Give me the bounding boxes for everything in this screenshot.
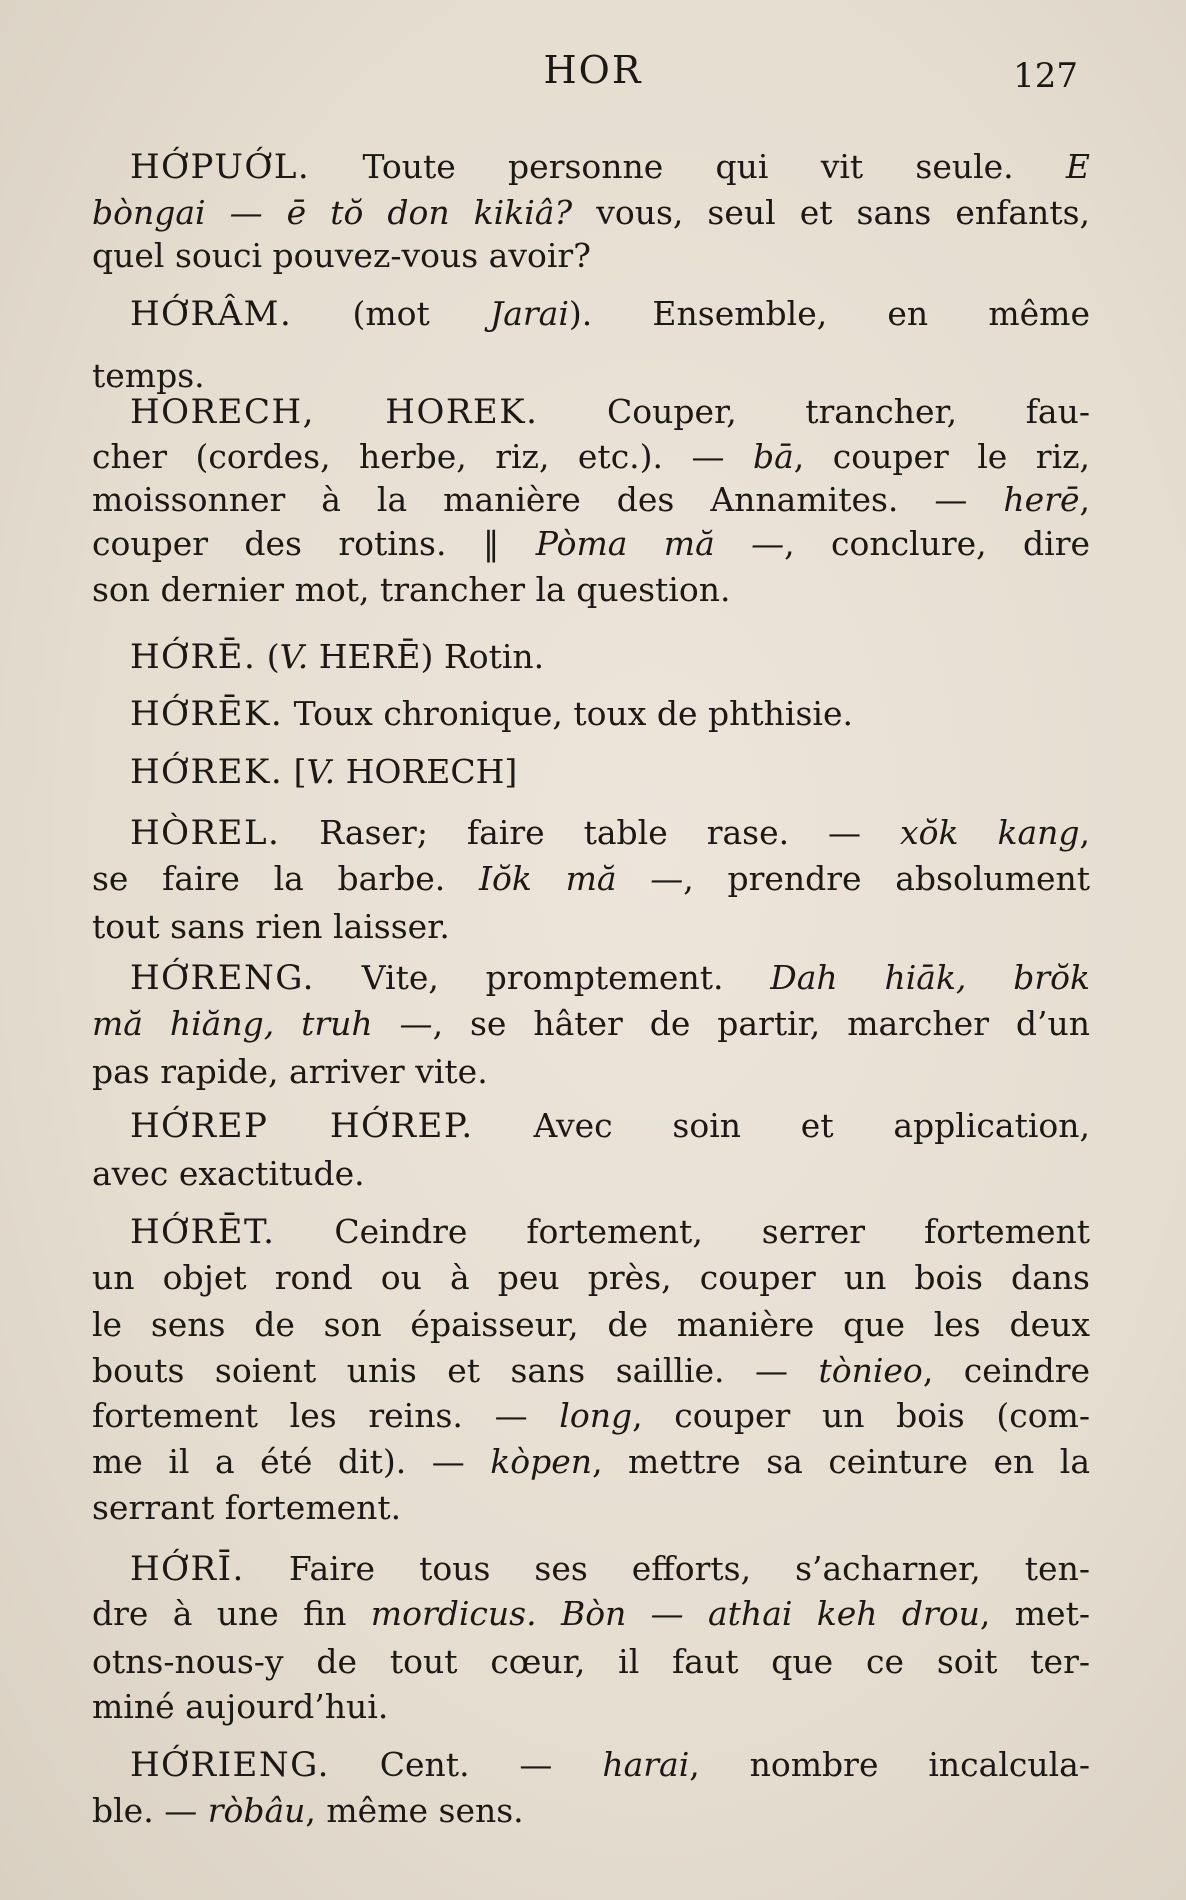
italic-text: E <box>1065 147 1090 186</box>
definition-text: temps. <box>92 356 205 395</box>
definition-text: , couper le riz, <box>793 437 1090 476</box>
entry-headline <box>130 751 1090 793</box>
definition-text: serrant fortement. <box>92 1488 402 1527</box>
headword: HỚREK. <box>130 752 284 792</box>
definition-text: tout sans rien laisser. <box>92 907 450 946</box>
entry-line <box>92 235 1090 277</box>
definition-text: Couper, trancher, fau- <box>538 392 1091 431</box>
definition-text: , met- <box>979 1594 1090 1633</box>
entry-line <box>92 1153 1090 1195</box>
running-head: HOR <box>543 48 643 92</box>
italic-text: mă hiăng, truh — <box>92 1004 433 1043</box>
definition-text: un objet rond ou à peu près, couper un bois dans <box>92 1258 1090 1297</box>
italic-text: V. <box>306 752 336 791</box>
italic-text: xŏk kang <box>900 813 1080 852</box>
entry-headline <box>130 1211 1090 1253</box>
entry-line <box>92 1350 1090 1392</box>
definition-text: miné aujourd’hui. <box>92 1687 389 1726</box>
entry-line <box>92 1304 1090 1346</box>
definition-text: se faire la barbe. <box>92 859 479 898</box>
definition-text: otns-nous-y de tout cœur, il faut que ce soit ter- <box>92 1642 1090 1681</box>
italic-text: harai <box>602 1745 690 1784</box>
definition-text: Avec soin et application, <box>473 1106 1090 1145</box>
entry-line <box>92 1487 1090 1529</box>
definition-text: me il a été dit). — <box>92 1442 491 1481</box>
definition-text: , conclure, dire <box>784 524 1091 563</box>
definition-text: Toute personne qui vit seule. <box>310 147 1066 186</box>
page-header <box>0 48 1186 98</box>
entry-headline <box>130 957 1090 999</box>
entry-headline <box>130 146 1090 188</box>
headword: HỚRĒT. <box>130 1212 276 1252</box>
definition-text: , nombre incalcula- <box>689 1745 1090 1784</box>
entry-line <box>92 523 1090 565</box>
headword: HỚRĒK. <box>130 694 284 734</box>
headword: HỚRIENG. <box>130 1745 330 1785</box>
definition-text: Toux chronique, toux de phthisie. <box>283 694 853 733</box>
italic-text: long <box>559 1396 633 1435</box>
entry-headline <box>130 812 1090 854</box>
headword: HỚRÂM. <box>130 294 293 334</box>
definition-text: ( <box>256 637 280 676</box>
italic-text: V. <box>279 637 309 676</box>
italic-text: kòpen <box>490 1442 593 1481</box>
entry-headline <box>130 293 1090 335</box>
entry-line <box>92 479 1090 521</box>
entry-line <box>92 569 1090 611</box>
definition-text: (mot <box>292 294 490 333</box>
entry-line <box>92 1257 1090 1299</box>
entry-line <box>92 1441 1090 1483</box>
definition-text: pas rapide, arriver vite. <box>92 1052 488 1091</box>
page-number: 127 <box>1013 56 1078 96</box>
italic-text: bòngai — ē tŏ don kikiâ? <box>92 193 573 232</box>
definition-text: HORECH] <box>335 752 518 791</box>
entry-line <box>92 192 1090 234</box>
entry-line <box>92 1790 1090 1832</box>
definition-text: le sens de son épaisseur, de manière que les deux <box>92 1305 1090 1344</box>
definition-text: ble. — <box>92 1791 208 1830</box>
entry-headline <box>130 1744 1090 1786</box>
headword: HỚRĒ. <box>130 637 257 677</box>
headword: HÒREL. <box>130 813 281 853</box>
definition-text: son dernier mot, trancher la question. <box>92 570 731 609</box>
definition-text: cher (cordes, herbe, riz, etc.). — <box>92 437 753 476</box>
italic-text: herē <box>1003 480 1080 519</box>
headword: HỚPUỚL. <box>130 147 311 187</box>
definition-text: , mettre sa ceinture en la <box>592 1442 1090 1481</box>
entry-line <box>92 1051 1090 1093</box>
italic-text: Dah hiāk, brŏk <box>770 958 1090 997</box>
definition-text: Cent. — <box>329 1745 603 1784</box>
definition-text: Faire tous ses efforts, s’acharner, ten- <box>244 1549 1090 1588</box>
italic-text: ròbâu <box>207 1791 306 1830</box>
definition-text: , <box>1079 813 1090 852</box>
entry-line <box>92 1593 1090 1635</box>
definition-text: Raser; faire table rase. — <box>280 813 901 852</box>
entry-line <box>92 858 1090 900</box>
definition-text: vous, seul et sans enfants, <box>572 193 1090 232</box>
italic-text: Pòma mă — <box>535 524 785 563</box>
definition-text: ). Ensemble, en même <box>568 294 1090 333</box>
definition-text: avec exactitude. <box>92 1154 365 1193</box>
entry-headline <box>130 391 1090 433</box>
entry-line <box>92 906 1090 948</box>
entry-headline <box>130 1105 1090 1147</box>
definition-text: couper des rotins. ‖ <box>92 524 536 563</box>
italic-text: mordicus. <box>370 1594 537 1633</box>
definition-text: bouts soient unis et sans saillie. — <box>92 1351 819 1390</box>
definition-text: [ <box>283 752 307 791</box>
entry-line <box>92 1686 1090 1728</box>
entry-headline <box>130 636 1090 678</box>
definition-text: , <box>1079 480 1090 519</box>
definition-text: , couper un bois (com- <box>632 1396 1091 1435</box>
italic-text: bā <box>752 437 794 476</box>
headword: HỚRĪ. <box>130 1549 245 1589</box>
definition-text: , même sens. <box>305 1791 524 1830</box>
entry-headline <box>130 1548 1090 1590</box>
entry-line <box>92 1003 1090 1045</box>
entry-headline <box>130 693 1090 735</box>
italic-text: Bòn — athai keh drou <box>560 1594 980 1633</box>
definition-text: dre à une fin <box>92 1594 371 1633</box>
definition-text: Vite, promptement. <box>314 958 771 997</box>
definition-text: , prendre absolument <box>683 859 1090 898</box>
definition-text: Ceindre fortement, serrer fortement <box>275 1212 1090 1251</box>
definition-text: , se hâter de partir, marcher d’un <box>432 1004 1090 1043</box>
headword: HORECH, HOREK. <box>130 392 539 432</box>
definition-text: quel souci pouvez-vous avoir? <box>92 236 591 275</box>
italic-text: Jarai <box>489 294 569 333</box>
entry-line <box>92 1395 1090 1437</box>
definition-text: , ceindre <box>922 1351 1091 1390</box>
headword: HỚRENG. <box>130 958 315 998</box>
headword: HỚREP HỚREP. <box>130 1106 474 1146</box>
italic-text: tònieo <box>818 1351 923 1390</box>
entry-line <box>92 1641 1090 1683</box>
definition-text: moissonner à la manière des Annamites. — <box>92 480 1004 519</box>
definition-text: HERĒ) Rotin. <box>308 637 545 676</box>
italic-text: Iŏk mă — <box>478 859 684 898</box>
definition-text: fortement les reins. — <box>92 1396 560 1435</box>
entry-line <box>92 436 1090 478</box>
definition-text <box>537 1594 561 1633</box>
